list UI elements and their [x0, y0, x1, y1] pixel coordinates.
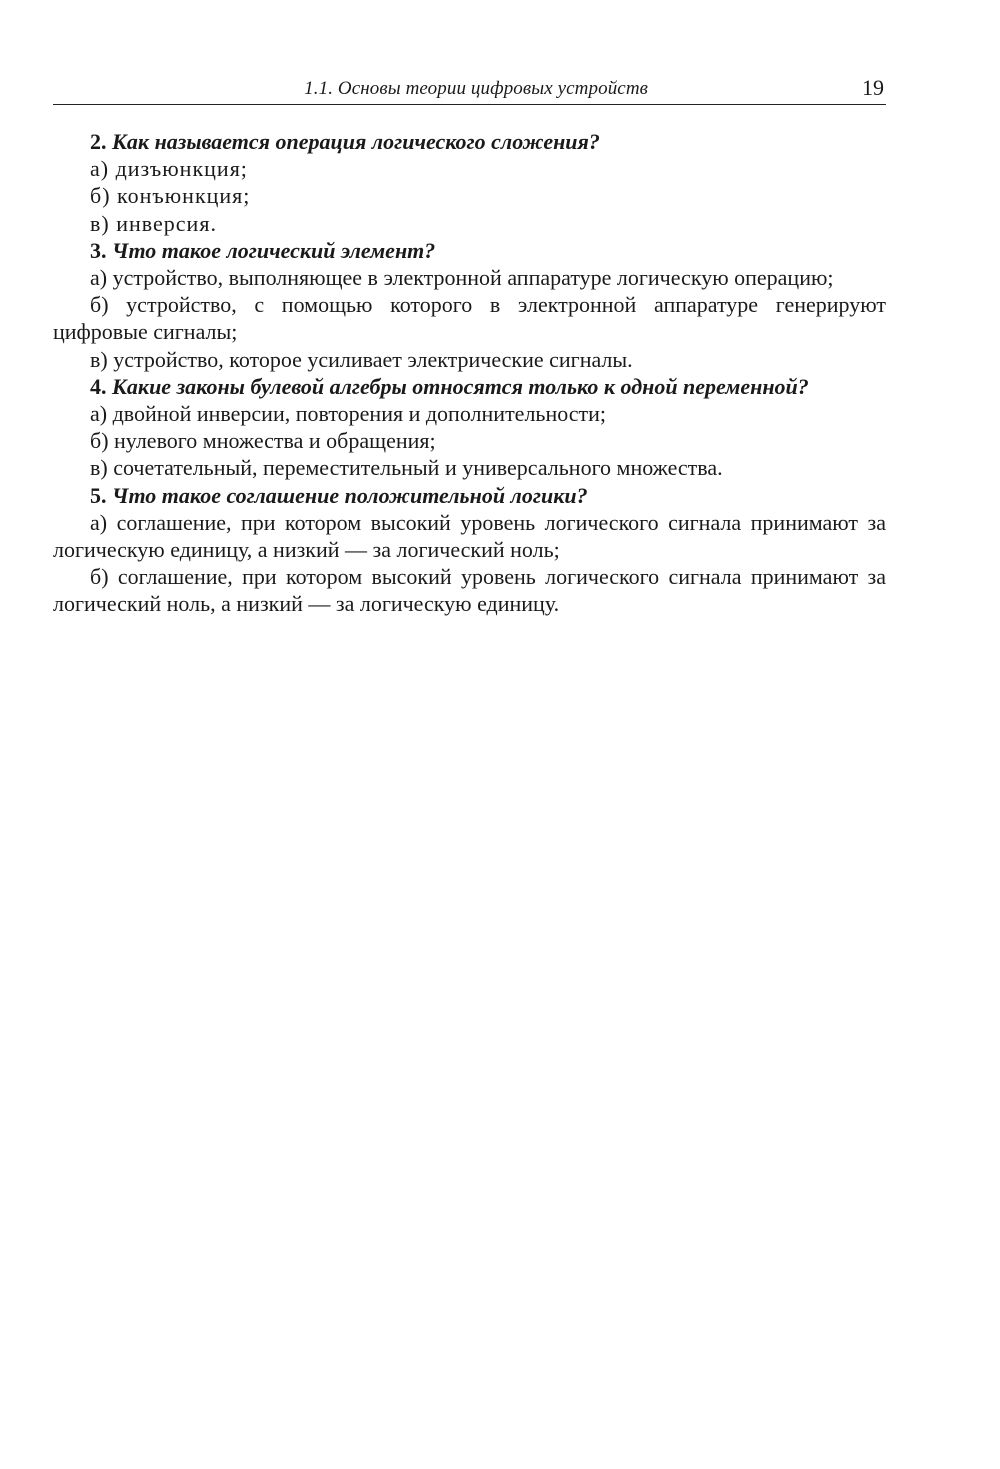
answer-option: а) соглашение, при котором высокий уровень логического сигнала принимают за логическую единицу, а низкий — за логический ноль; — [53, 509, 886, 563]
answer-option: в) сочетательный, переместительный и универсального множества. — [90, 455, 723, 481]
question-number: 5. — [90, 482, 107, 508]
question-3 — [53, 237, 886, 264]
question-number: 2. — [90, 129, 107, 154]
answer-option: б) соглашение, при котором высокий уровень логического сигнала принимают за логический ноль, а низкий — за логическую единицу. — [53, 564, 886, 617]
question-text: Что такое логический элемент? — [112, 237, 436, 263]
question-number: 4. — [90, 373, 107, 399]
question-text: Что такое соглашение положительной логики? — [112, 482, 588, 508]
answer-option: б) устройство, с помощью которого в электронной аппаратуре генерируют цифровые сигналы; — [53, 292, 886, 345]
question-number: 3. — [90, 237, 107, 263]
question-text: Какие законы булевой алгебры относятся только к одной переменной? — [112, 373, 809, 399]
page-number: 19 — [862, 75, 884, 100]
header-title: 1.1. Основы теории цифровых устройств — [304, 78, 648, 99]
answer-option: а) двойной инверсии, повторения и дополнительности; — [90, 401, 607, 427]
page-content — [53, 128, 886, 618]
question-text: Как называется операция логического сложения? — [112, 129, 600, 154]
question-4 — [53, 373, 886, 400]
question-2 — [53, 128, 886, 155]
answer-option: б) нулевого множества и обращения; — [90, 428, 436, 454]
answer-option: в) инверсия. — [90, 210, 217, 236]
answer-option: а) устройство, выполняющее в электронной аппаратуре логическую операцию; — [90, 265, 834, 291]
answer-option: в) устройство, которое усиливает электрические сигналы. — [90, 346, 633, 372]
running-header — [53, 72, 886, 105]
answer-option: б) конъюнкция; — [90, 183, 251, 209]
question-5 — [53, 482, 886, 509]
answer-option: а) дизъюнкция; — [90, 156, 248, 182]
